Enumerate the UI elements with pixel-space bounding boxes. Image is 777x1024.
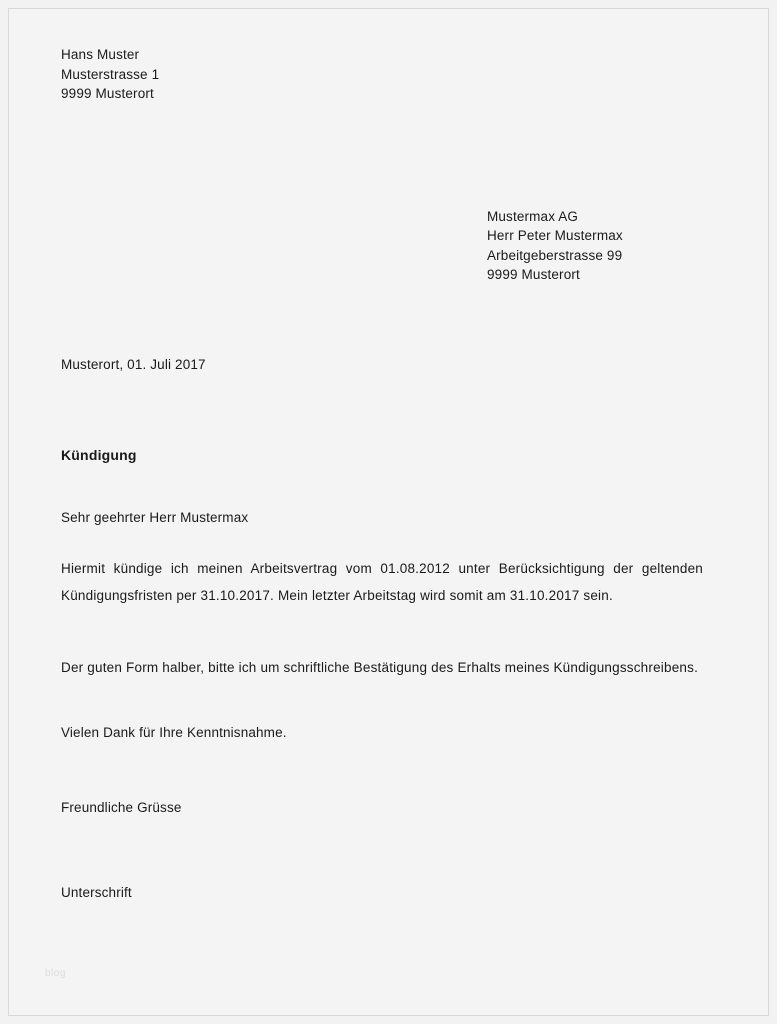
letter-paragraph-2: Der guten Form halber, bitte ich um schriftliche Bestätigung des Erhalts meines Kündigungsschreibens.: [61, 660, 699, 675]
recipient-city: 9999 Musterort: [487, 267, 580, 282]
watermark-text: blog: [45, 968, 66, 979]
letter-salutation: Sehr geehrter Herr Mustermax: [61, 510, 249, 525]
recipient-address-block: [487, 207, 708, 285]
sender-city: 9999 Musterort: [61, 86, 154, 101]
letter-subject: Kündigung: [61, 447, 137, 463]
sender-name: Hans Muster: [61, 47, 140, 62]
recipient-contact: Herr Peter Mustermax: [487, 228, 623, 243]
sender-address-block: [61, 45, 708, 104]
recipient-company: Mustermax AG: [487, 208, 579, 224]
recipient-street: Arbeitgeberstrasse 99: [487, 247, 623, 263]
place-and-date: Musterort, 01. Juli 2017: [61, 356, 206, 372]
signature-label: Unterschrift: [61, 885, 132, 900]
letter-thanks: Vielen Dank für Ihre Kenntnisnahme.: [61, 725, 287, 740]
letter-body: [61, 37, 708, 900]
letter-paragraph-1: Hiermit kündige ich meinen Arbeitsvertrag vom 01.08.2012 unter Berücksichtigung der geltenden Kündigungsfristen per 31.10.2017. Mein letzter Arbeitstag wird somit am 31.10.2017 sein.: [61, 561, 703, 603]
letter-closing: Freundliche Grüsse: [61, 800, 182, 815]
document-page: [8, 8, 769, 1016]
sender-street: Musterstrasse 1: [61, 66, 160, 82]
